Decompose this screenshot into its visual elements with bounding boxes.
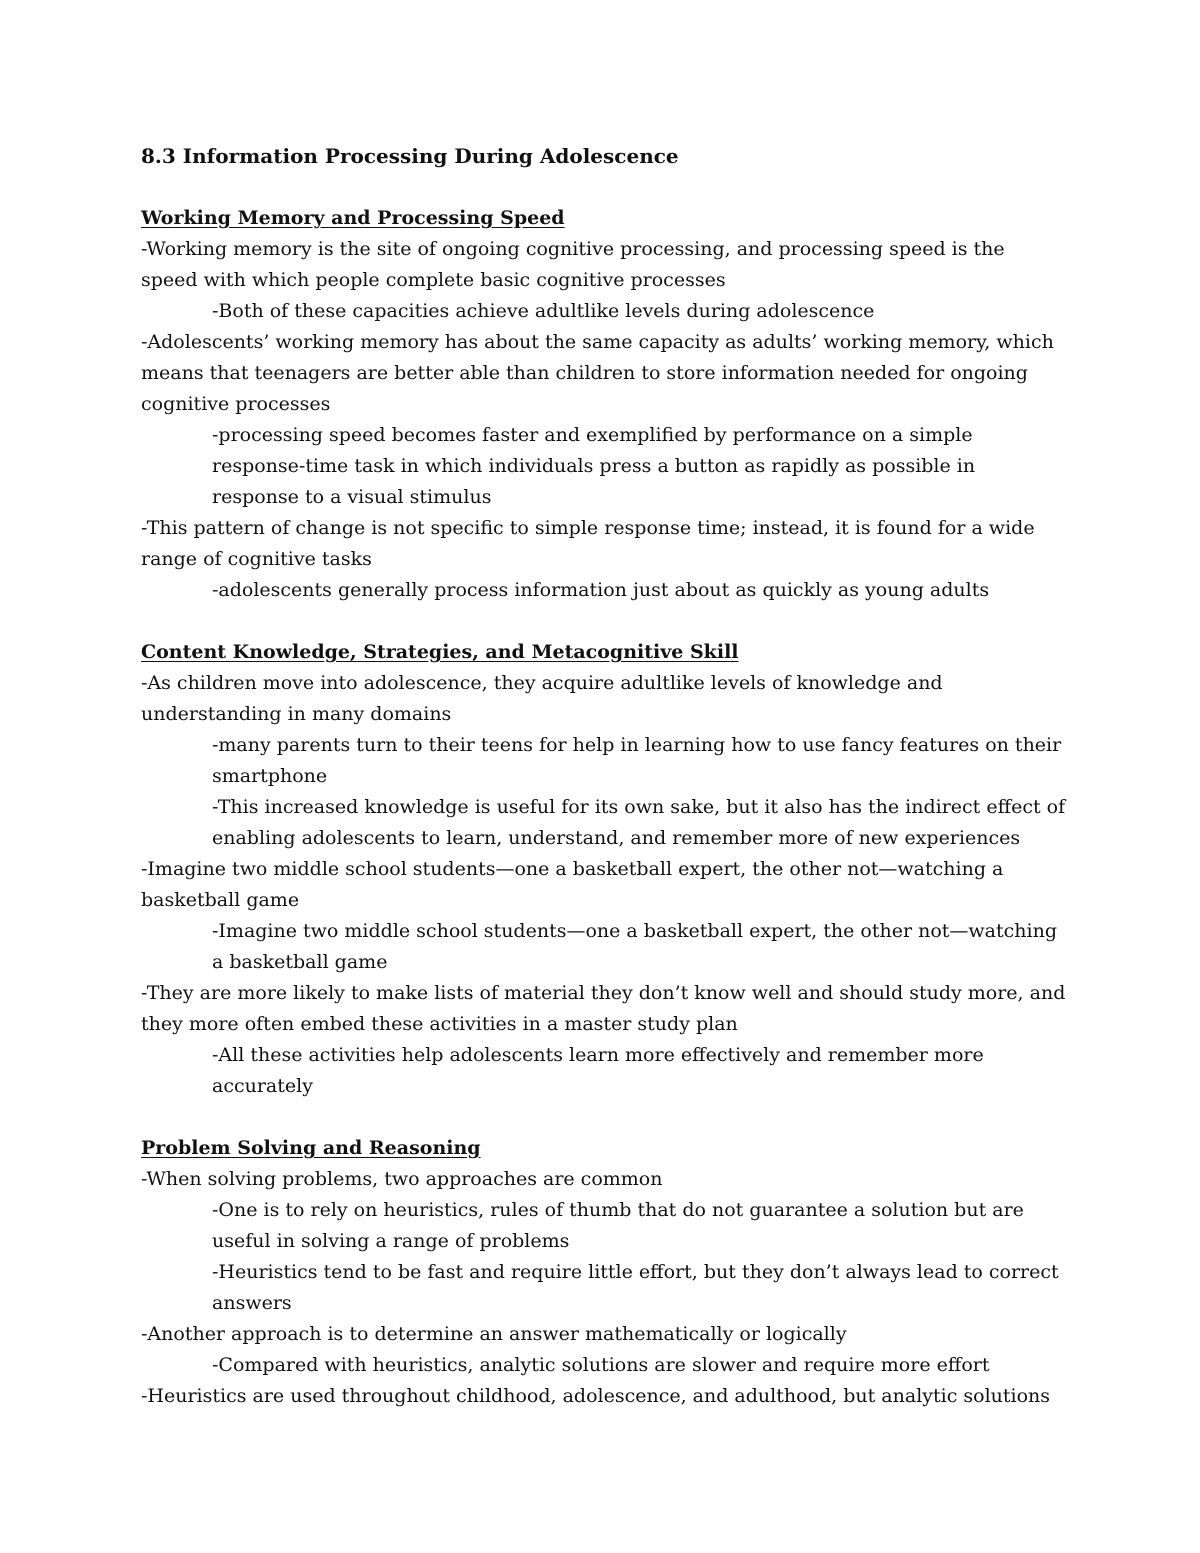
note-line: -They are more likely to make lists of material they don’t know well and should study more, and they more often embed these activities in a master study plan <box>141 982 1066 1035</box>
note-line: -Another approach is to determine an answer mathematically or logically <box>141 1323 847 1345</box>
section-problem-solving <box>141 1133 1066 1412</box>
document-page <box>141 141 1066 1412</box>
note-line: -This pattern of change is not specific to simple response time; instead, it is found for a wide range of cognitive tasks <box>141 517 1035 570</box>
note-subline: -Heuristics tend to be fast and require little effort, but they don’t always lead to correct answers <box>212 1261 1059 1314</box>
section-heading: Problem Solving and Reasoning <box>141 1137 481 1159</box>
spacer <box>141 606 1066 637</box>
note-line: -Imagine two middle school students—one a basketball expert, the other not—watching a basketball game <box>141 858 1004 911</box>
note-line: -Adolescents’ working memory has about the same capacity as adults’ working memory, which means that teenagers are better able than children to store information needed for ongoing cognitive processes <box>141 331 1054 415</box>
section-working-memory <box>141 203 1066 606</box>
note-subline: -processing speed becomes faster and exemplified by performance on a simple response-time task in which individuals press a button as rapidly as possible in response to a visual stimulus <box>212 424 976 508</box>
note-subline: -Imagine two middle school students—one a basketball expert, the other not—watching a basketball game <box>212 920 1057 973</box>
section-heading: Working Memory and Processing Speed <box>141 207 565 229</box>
note-subline: -Both of these capacities achieve adultlike levels during adolescence <box>212 300 875 322</box>
note-subline: -Compared with heuristics, analytic solutions are slower and require more effort <box>212 1354 990 1376</box>
note-subline: -One is to rely on heuristics, rules of thumb that do not guarantee a solution but are useful in solving a range of problems <box>212 1199 1024 1252</box>
section-heading: Content Knowledge, Strategies, and Metacognitive Skill <box>141 641 739 663</box>
note-line: -As children move into adolescence, they acquire adultlike levels of knowledge and understanding in many domains <box>141 672 943 725</box>
spacer <box>141 1102 1066 1133</box>
section-content-knowledge <box>141 637 1066 1102</box>
note-line: -Working memory is the site of ongoing cognitive processing, and processing speed is the speed with which people complete basic cognitive processes <box>141 238 1005 291</box>
document-title: 8.3 Information Processing During Adolescence <box>141 144 679 168</box>
note-subline: -adolescents generally process information just about as quickly as young adults <box>212 579 990 601</box>
spacer <box>141 172 1066 203</box>
note-line: -Heuristics are used throughout childhood, adolescence, and adulthood, but analytic solutions <box>141 1385 1051 1407</box>
note-subline: -many parents turn to their teens for help in learning how to use fancy features on their smartphone <box>212 734 1062 787</box>
note-line: -When solving problems, two approaches are common <box>141 1168 663 1190</box>
note-subline: -This increased knowledge is useful for its own sake, but it also has the indirect effect of enabling adolescents to learn, understand, and remember more of new experiences <box>212 796 1066 849</box>
note-subline: -All these activities help adolescents learn more effectively and remember more accurately <box>212 1044 984 1097</box>
